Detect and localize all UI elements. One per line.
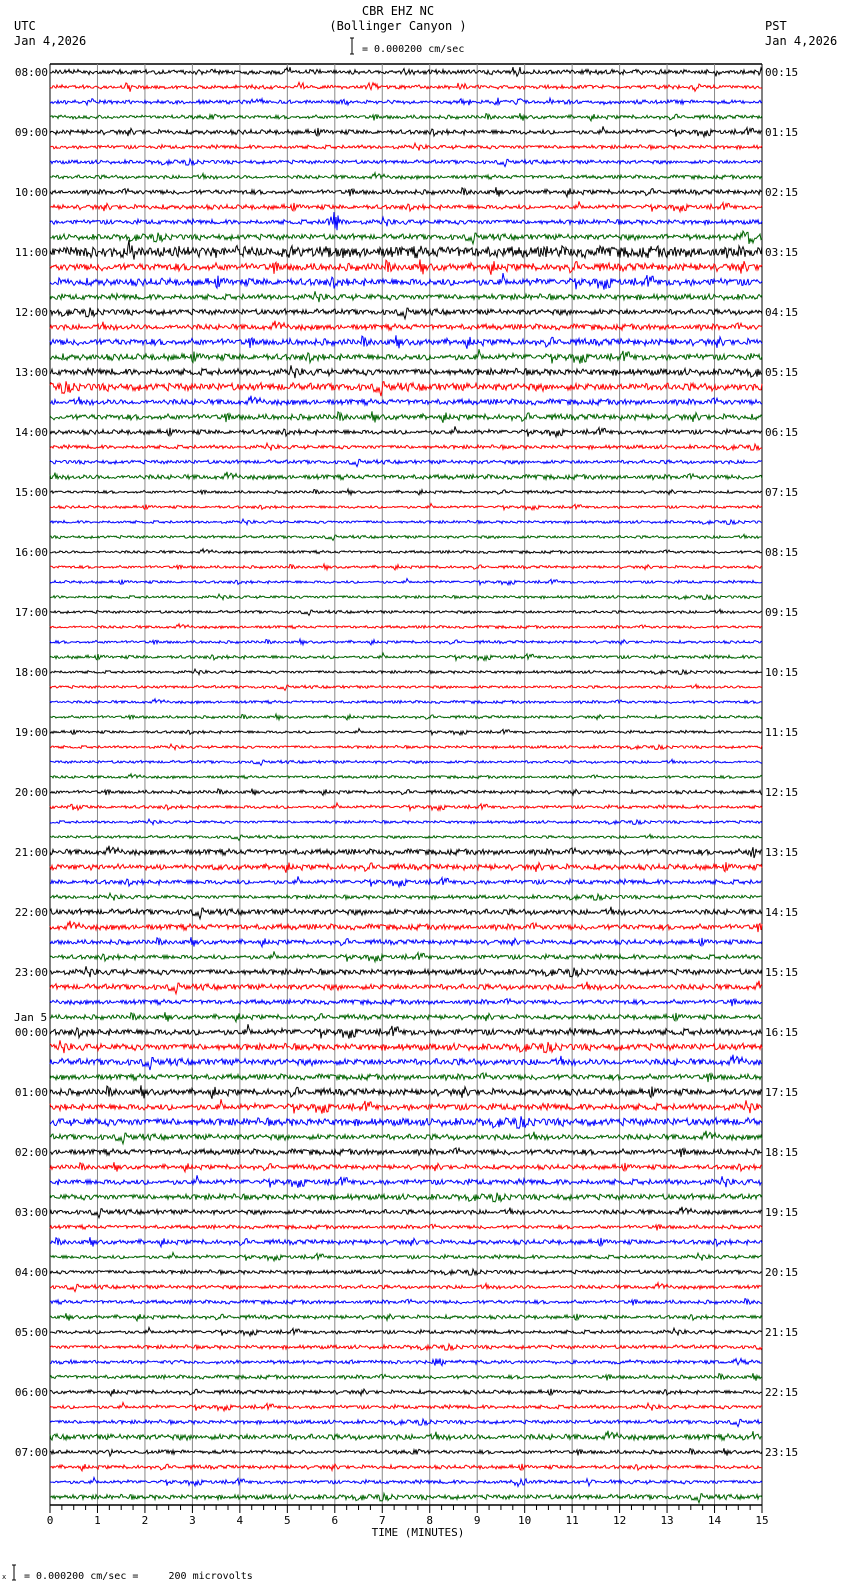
x-tick-label: 9 [473, 1514, 481, 1527]
traces [50, 67, 762, 1503]
trace-row [50, 1085, 762, 1098]
trace-row [50, 893, 762, 900]
pst-hour-label: 14:15 [765, 906, 799, 919]
trace-row [50, 126, 762, 136]
trace-row [50, 1448, 762, 1456]
trace-row [50, 819, 762, 825]
trace-row [50, 1131, 762, 1144]
pst-hour-label: 05:15 [765, 366, 799, 379]
trace-row [50, 67, 762, 76]
time-axis [47, 1505, 769, 1527]
x-tick-label: 11 [565, 1514, 579, 1527]
trace-row [50, 1055, 762, 1070]
x-tick-label: 1 [94, 1514, 101, 1527]
trace-row [50, 335, 762, 348]
trace-row [50, 534, 762, 540]
x-tick-label: 12 [612, 1514, 627, 1527]
trace-row [50, 1478, 762, 1487]
left-timezone: UTC [14, 19, 36, 33]
trace-row [50, 774, 762, 779]
trace-row [50, 159, 762, 167]
x-tick-label: 14 [707, 1514, 722, 1527]
trace-row [50, 472, 762, 480]
utc-hour-label: 00:00 [14, 1026, 48, 1039]
footer-scale-text: = 0.000200 cm/sec = 200 microvolts [24, 1571, 253, 1582]
pst-hour-label: 01:15 [765, 126, 799, 139]
pst-hour-label: 07:15 [765, 486, 799, 499]
trace-row [50, 907, 762, 919]
trace-row [50, 1024, 762, 1038]
trace-row [50, 82, 762, 91]
trace-row [50, 1344, 762, 1350]
x-tick-label: 4 [236, 1514, 244, 1527]
trace-row [50, 951, 762, 961]
pst-hour-label: 13:15 [765, 846, 799, 859]
trace-row [50, 1419, 762, 1427]
pst-hour-label: 23:15 [765, 1446, 799, 1459]
trace-row [50, 1359, 762, 1366]
scale-bar-icon [350, 38, 354, 54]
trace-row [50, 921, 762, 932]
utc-hour-label: 04:00 [14, 1266, 48, 1279]
pst-hour-label: 06:15 [765, 426, 799, 439]
utc-hour-label: 08:00 [14, 66, 48, 79]
trace-row [50, 1283, 762, 1292]
trace-row [50, 999, 762, 1007]
x-tick-label: 7 [378, 1514, 386, 1527]
trace-row [50, 291, 762, 302]
trace-row [50, 143, 762, 150]
utc-hour-label: 02:00 [14, 1146, 48, 1159]
trace-row [50, 609, 762, 615]
trace-row [50, 426, 762, 436]
trace-row [50, 259, 762, 274]
pst-hour-label: 02:15 [765, 186, 799, 199]
x-tick-label: 13 [660, 1514, 674, 1527]
trace-row [50, 714, 762, 720]
x-tick-label: 10 [518, 1514, 532, 1527]
utc-hour-label: 16:00 [14, 546, 48, 559]
trace-row [50, 411, 762, 422]
utc-hour-label: 01:00 [14, 1086, 48, 1099]
trace-row [50, 624, 762, 629]
x-tick-label: 0 [46, 1514, 54, 1527]
pst-hour-label: 21:15 [765, 1326, 799, 1339]
trace-row [50, 173, 762, 179]
pst-hour-label: 12:15 [765, 786, 799, 799]
trace-row [50, 504, 762, 510]
trace-row [50, 1162, 762, 1172]
trace-row [50, 1175, 762, 1187]
utc-hour-label: 18:00 [14, 666, 48, 679]
trace-row [50, 212, 762, 230]
pst-hour-label: 15:15 [765, 966, 799, 979]
utc-hour-label: 17:00 [14, 606, 48, 619]
trace-row [50, 834, 762, 840]
trace-row [50, 684, 762, 690]
trace-row [50, 1269, 762, 1275]
right-timezone: PST [765, 19, 787, 33]
right-date: Jan 4,2026 [765, 34, 838, 48]
trace-row [50, 1073, 762, 1082]
trace-row [50, 846, 762, 858]
pst-hour-label: 10:15 [765, 666, 799, 679]
pst-hour-label: 08:15 [765, 546, 799, 559]
pst-hour-label: 17:15 [765, 1086, 799, 1099]
footer-scale-bar-icon [12, 1565, 16, 1580]
trace-row [50, 937, 762, 947]
trace-row [50, 803, 762, 810]
trace-row [50, 231, 762, 244]
pst-hour-label: 20:15 [765, 1266, 799, 1279]
utc-hour-label: 19:00 [14, 726, 48, 739]
utc-hour-label: 07:00 [14, 1446, 48, 1459]
utc-hour-label: 06:00 [14, 1386, 48, 1399]
pst-hour-label: 22:15 [765, 1386, 799, 1399]
x-tick-label: 3 [189, 1514, 196, 1527]
trace-row [50, 1299, 762, 1306]
trace-row [50, 1493, 762, 1502]
trace-row [50, 579, 762, 585]
trace-row [50, 1116, 762, 1128]
pst-hour-label: 04:15 [765, 306, 799, 319]
trace-row [50, 981, 762, 994]
utc-hour-label: 15:00 [14, 486, 48, 499]
trace-row [50, 1313, 762, 1321]
pst-hour-label: 00:15 [765, 66, 799, 79]
utc-hour-label: 13:00 [14, 366, 48, 379]
pst-hour-label: 16:15 [765, 1026, 799, 1039]
trace-row [50, 1040, 762, 1053]
trace-row [50, 187, 762, 197]
trace-row [50, 1328, 762, 1336]
x-tick-label: 15 [755, 1514, 769, 1527]
x-tick-label: 5 [284, 1514, 291, 1527]
trace-row [50, 1237, 762, 1247]
utc-hour-label: 11:00 [14, 246, 48, 259]
trace-row [50, 1224, 762, 1230]
trace-row [50, 201, 762, 211]
trace-row [50, 308, 762, 319]
trace-row [50, 876, 762, 886]
trace-row [50, 549, 762, 554]
trace-row [50, 1403, 762, 1411]
utc-hour-label: 05:00 [14, 1326, 48, 1339]
scale-text: = 0.000200 cm/sec [362, 44, 465, 55]
trace-row [50, 729, 762, 735]
utc-hour-label: 10:00 [14, 186, 48, 199]
trace-row [50, 396, 762, 405]
trace-row [50, 862, 762, 873]
trace-row [50, 1099, 762, 1113]
trace-row [50, 1389, 762, 1396]
station-title: CBR EHZ NC [361, 4, 435, 18]
trace-row [50, 365, 762, 378]
x-tick-label: 8 [426, 1514, 434, 1527]
trace-row [50, 744, 762, 750]
utc-hour-label: 22:00 [14, 906, 48, 919]
trace-row [50, 564, 762, 570]
trace-row [50, 349, 762, 363]
pst-hour-label: 03:15 [765, 246, 799, 259]
utc-hour-label: 21:00 [14, 846, 48, 859]
trace-row [50, 321, 762, 330]
footer-marker: x [2, 1573, 7, 1581]
trace-row [50, 1253, 762, 1261]
trace-row [50, 1148, 762, 1157]
date-change-label: Jan 5 [14, 1011, 48, 1024]
trace-row [50, 699, 762, 704]
trace-row [50, 789, 762, 796]
trace-row [50, 594, 762, 600]
trace-row [50, 1193, 762, 1202]
trace-row [50, 1207, 762, 1218]
trace-row [50, 113, 762, 121]
trace-row [50, 273, 762, 290]
trace-row [50, 443, 762, 450]
left-date: Jan 4,2026 [14, 34, 87, 48]
trace-row [50, 98, 762, 106]
utc-hour-label: 12:00 [14, 306, 48, 319]
trace-row [50, 1431, 762, 1440]
trace-row [50, 669, 762, 675]
pst-hour-label: 18:15 [765, 1146, 799, 1159]
trace-row [50, 1464, 762, 1471]
trace-row [50, 519, 762, 525]
trace-row [50, 1373, 762, 1380]
trace-row [50, 966, 762, 977]
utc-hour-label: 09:00 [14, 126, 48, 139]
trace-row [50, 1012, 762, 1022]
trace-row [50, 381, 762, 396]
trace-row [50, 489, 762, 495]
station-location: (Bollinger Canyon ) [329, 19, 467, 33]
utc-hour-label: 14:00 [14, 426, 48, 439]
trace-row [50, 459, 762, 466]
trace-row [50, 240, 762, 260]
utc-hour-label: 23:00 [14, 966, 48, 979]
utc-hour-label: 03:00 [14, 1206, 48, 1219]
x-tick-label: 6 [331, 1514, 339, 1527]
pst-hour-label: 19:15 [765, 1206, 799, 1219]
x-tick-label: 2 [141, 1514, 149, 1527]
x-axis-label: TIME (MINUTES) [371, 1526, 465, 1539]
trace-row [50, 759, 762, 765]
utc-hour-label: 20:00 [14, 786, 48, 799]
trace-row [50, 653, 762, 660]
pst-hour-label: 09:15 [765, 606, 799, 619]
trace-row [50, 639, 762, 645]
pst-hour-label: 11:15 [765, 726, 799, 739]
